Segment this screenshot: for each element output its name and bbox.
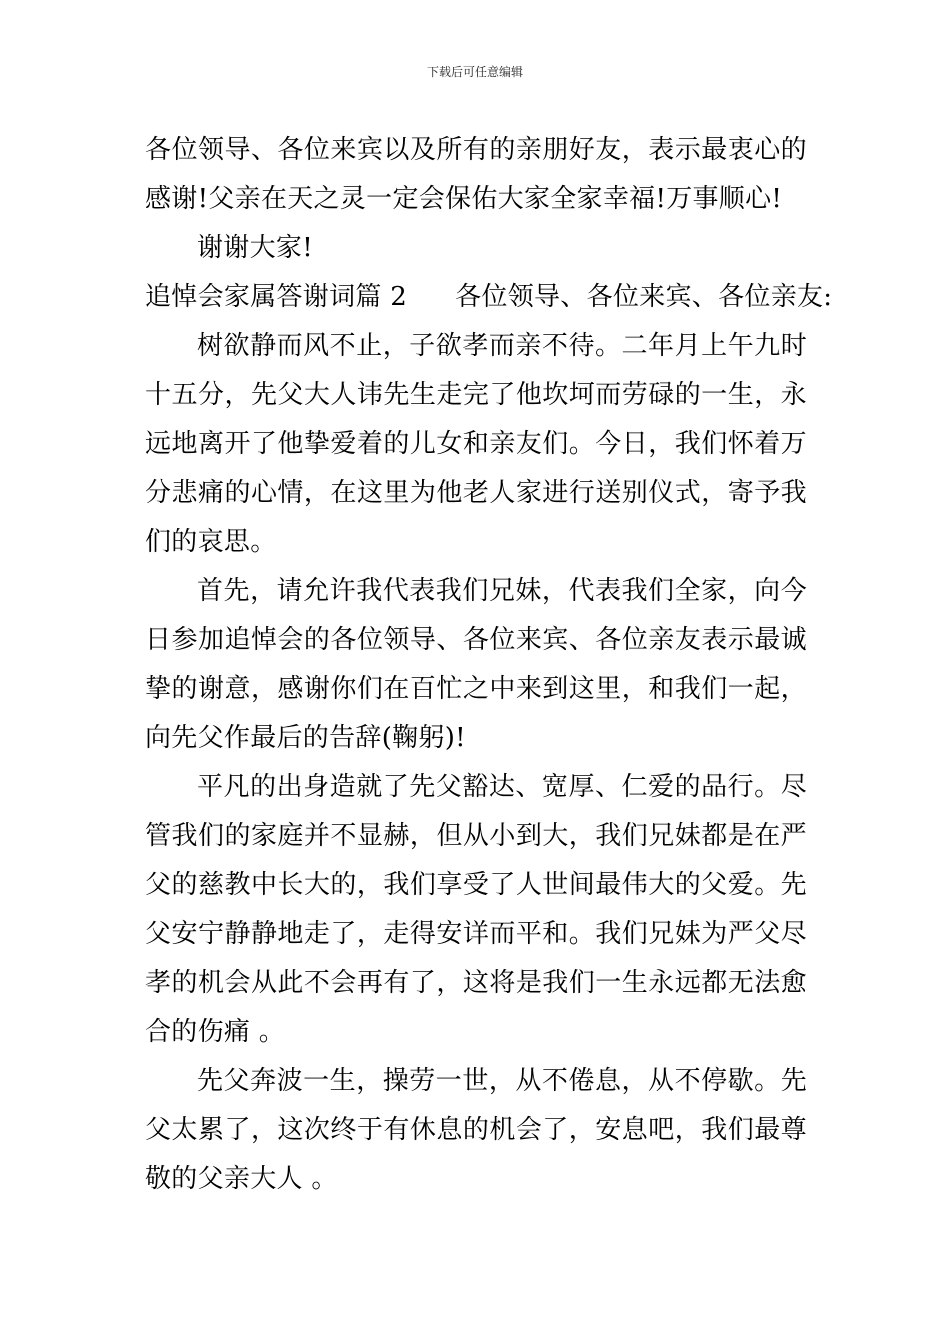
- paragraph-thank-you: 谢谢大家!: [197, 233, 313, 263]
- document-body: [145, 126, 833, 1204]
- section-title-line: [145, 273, 833, 322]
- paragraph-farewell: 先父奔波一生，操劳一世，从不倦息，从不停歇。先父太累了，这次终于有休息的机会了，安息吧，我们最尊敬的父亲大人 。: [145, 1066, 807, 1194]
- paragraph-gratitude: 首先，请允许我代表我们兄妹，代表我们全家，向今日参加追悼会的各位领导、各位来宾、各位亲友表示最诚挚的谢意，感谢你们在百忙之中来到这里，和我们一起，向先父作最后的告辞(鞠躬)!: [145, 576, 807, 753]
- salutation: 各位领导、各位来宾、各位亲友:: [455, 282, 833, 312]
- page-header: 下载后可任意编辑: [426, 65, 523, 79]
- paragraph-closing-thanks: 各位领导、各位来宾以及所有的亲朋好友，表示最衷心的感谢!父亲在天之灵一定会保佑大家全家幸福!万事顺心!: [145, 135, 807, 214]
- paragraph-opening: 树欲静而风不止，子欲孝而亲不待。二年月上午九时十五分，先父大人讳先生走完了他坎坷而劳碌的一生，永远地离开了他挚爱着的儿女和亲友们。今日，我们怀着万分悲痛的心情，在这里为他老人家进行送别仪式，寄予我们的哀思。: [145, 331, 807, 557]
- paragraph-character: 平凡的出身造就了先父豁达、宽厚、仁爱的品行。尽管我们的家庭并不显赫，但从小到大，我们兄妹都是在严父的慈教中长大的，我们享受了人世间最伟大的父爱。先父安宁静静地走了，走得安详而平和。我们兄妹为严父尽孝的机会从此不会再有了，这将是我们一生永远都无法愈合的伤痛 。: [145, 772, 807, 1047]
- section-title: 追悼会家属答谢词篇 2: [145, 282, 408, 312]
